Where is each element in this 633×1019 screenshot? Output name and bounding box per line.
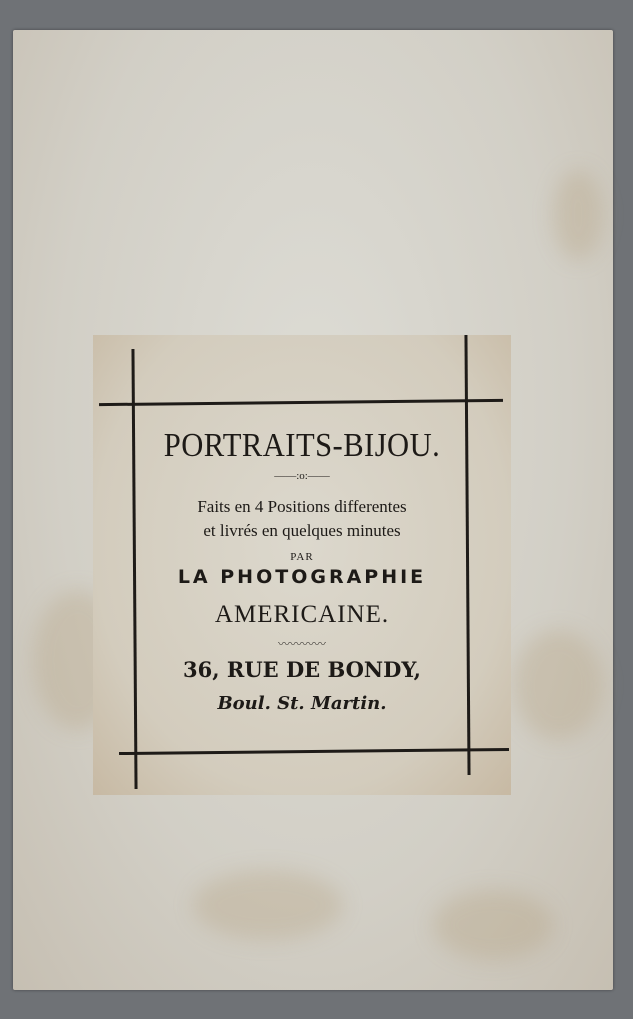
label-title: PORTRAITS-BIJOU. <box>163 427 441 464</box>
photo-card-back <box>13 30 613 990</box>
stain <box>433 890 553 960</box>
stain <box>553 170 603 260</box>
divider-ornament: ——:o:—— <box>274 470 330 482</box>
address-line: 36, RUE DE BONDY, <box>183 657 421 682</box>
wave-ornament: 〰〰〰〰 <box>277 637 326 651</box>
stain <box>513 630 603 740</box>
studio-name-line-1: LA PHOTOGRAPHIE <box>177 566 427 588</box>
stain <box>193 870 343 940</box>
border-rule-bottom <box>119 748 509 755</box>
studio-name-line-2: AMERICAINE. <box>214 601 390 628</box>
label-line-2: et livrés en quelques minutes <box>203 521 401 540</box>
label-par: PAR <box>290 551 314 563</box>
border-rule-top <box>99 399 503 406</box>
studio-label <box>93 335 511 795</box>
label-line-1: Faits en 4 Positions differentes <box>197 497 407 516</box>
boulevard-line: Boul. St. Martin. <box>217 693 387 714</box>
